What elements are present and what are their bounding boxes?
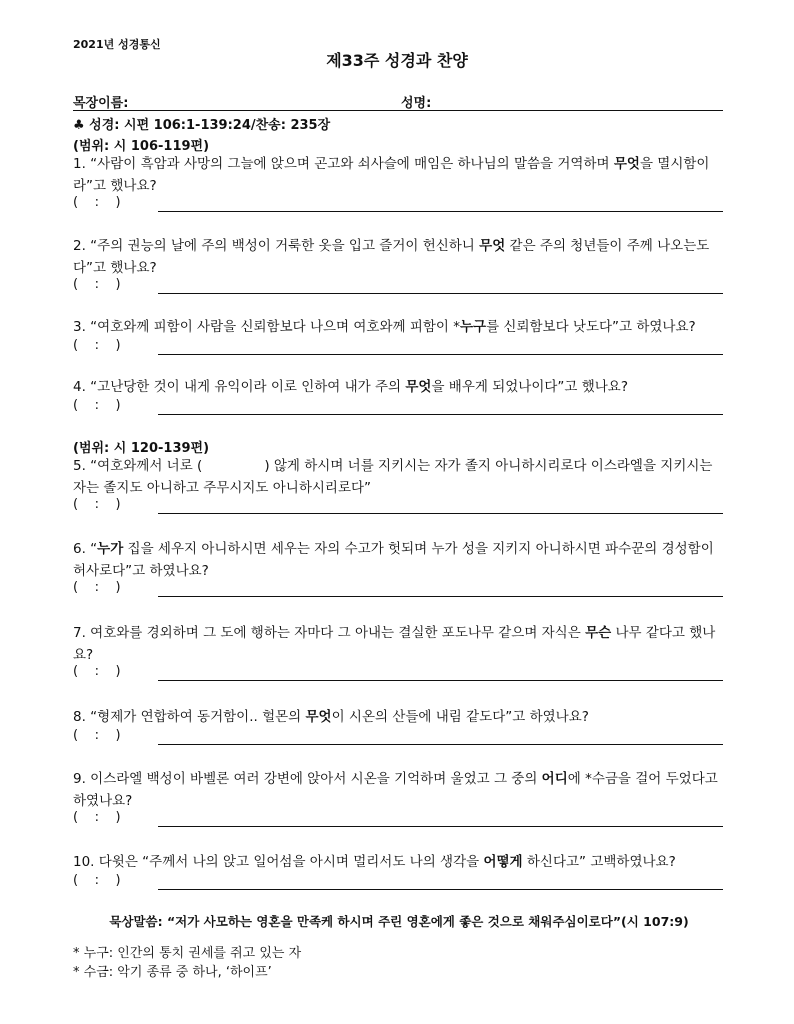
footnote-2: * 수금: 악기 종류 중 하나, ‘하이프’ [73, 965, 272, 980]
answer-line-2[interactable]: ( : ) [73, 277, 723, 297]
answer-line-10[interactable]: ( : ) [73, 873, 723, 893]
question-7: 7. 여호와를 경외하며 그 도에 행하는 자마다 그 아내는 결실한 포도나무 같으며 자식은 무슨 나무 같다고 했나요? [73, 625, 716, 663]
question-4: 4. “고난당한 것이 내게 유익이라 이로 인하여 내가 주의 무엇을 배우게 되었나이다”고 했나요? [73, 379, 629, 395]
pasture-label: 목장이름: [73, 96, 129, 111]
answer-line-5[interactable]: ( : ) [73, 497, 723, 517]
answer-line-8[interactable]: ( : ) [73, 728, 723, 748]
question-3: 3. “여호와께 피함이 사람을 신뢰함보다 나으며 여호와께 피함이 *누구를 신뢰함보다 낫도다”고 하였나요? [73, 319, 696, 335]
scope-1: (범위: 시 106-119편) [73, 139, 210, 154]
answer-line-4[interactable]: ( : ) [73, 398, 723, 418]
answer-line-3[interactable]: ( : ) [73, 338, 723, 358]
name-row [73, 92, 723, 111]
question-5: 5. “여호와께서 너로 ( ) 않게 하시며 너를 지키시는 자가 졸지 아니하시리로다 이스라엘을 지키시는 자는 졸지도 아니하고 주무시지도 아니하시리로다” [73, 458, 713, 496]
question-9: 9. 이스라엘 백성이 바벨론 여러 강변에 앉아서 시온을 기억하며 울었고 그 중의 어디에 *수금을 걸어 두었다고 하였나요? [73, 771, 718, 809]
answer-line-6[interactable]: ( : ) [73, 580, 723, 600]
footnote-1: * 누구: 인간의 통치 권세를 쥐고 있는 자 [73, 946, 302, 961]
question-1: 1. “사람이 흑암과 사망의 그늘에 앉으며 곤고와 쇠사슬에 매임은 하나님의 말씀을 거역하며 무엇을 멸시함이라”고 했나요? [73, 156, 710, 194]
memory-verse: 묵상말씀: “저가 사모하는 영혼을 만족케 하시며 주린 영혼에게 좋은 것으로 채워주심이로다”(시 107:9) [109, 914, 689, 929]
question-2: 2. “주의 권능의 날에 주의 백성이 거룩한 옷을 입고 즐거이 헌신하니 무엇 같은 주의 청년들이 주께 나오는도다”고 했나요? [73, 238, 710, 276]
question-8: 8. “형제가 연합하여 동거함이.. 헐몬의 무엇이 시온의 산들에 내림 같도다”고 하였나요? [73, 709, 589, 725]
answer-line-1[interactable]: ( : ) [73, 195, 723, 215]
bible-line: ♣ 성경: 시편 106:1-139:24/찬송: 235장 [73, 118, 331, 133]
question-10: 10. 다윗은 “주께서 나의 앉고 일어섬을 아시며 멀리서도 나의 생각을 어떻게 하신다고” 고백하였나요? [73, 854, 676, 870]
question-6: 6. “누가 집을 세우지 아니하시면 세우는 자의 수고가 헛되며 누가 성을 지키지 아니하시면 파수꾼의 경성함이 허사로다”고 하였나요? [73, 541, 714, 579]
answer-line-7[interactable]: ( : ) [73, 664, 723, 684]
year-label: 2021년 성경통신 [73, 38, 161, 51]
scope-2: (범위: 시 120-139편) [73, 441, 210, 456]
answer-line-9[interactable]: ( : ) [73, 810, 723, 830]
page-title: 제33주 성경과 찬양 [326, 51, 468, 70]
name-label: 성명: [401, 96, 432, 111]
